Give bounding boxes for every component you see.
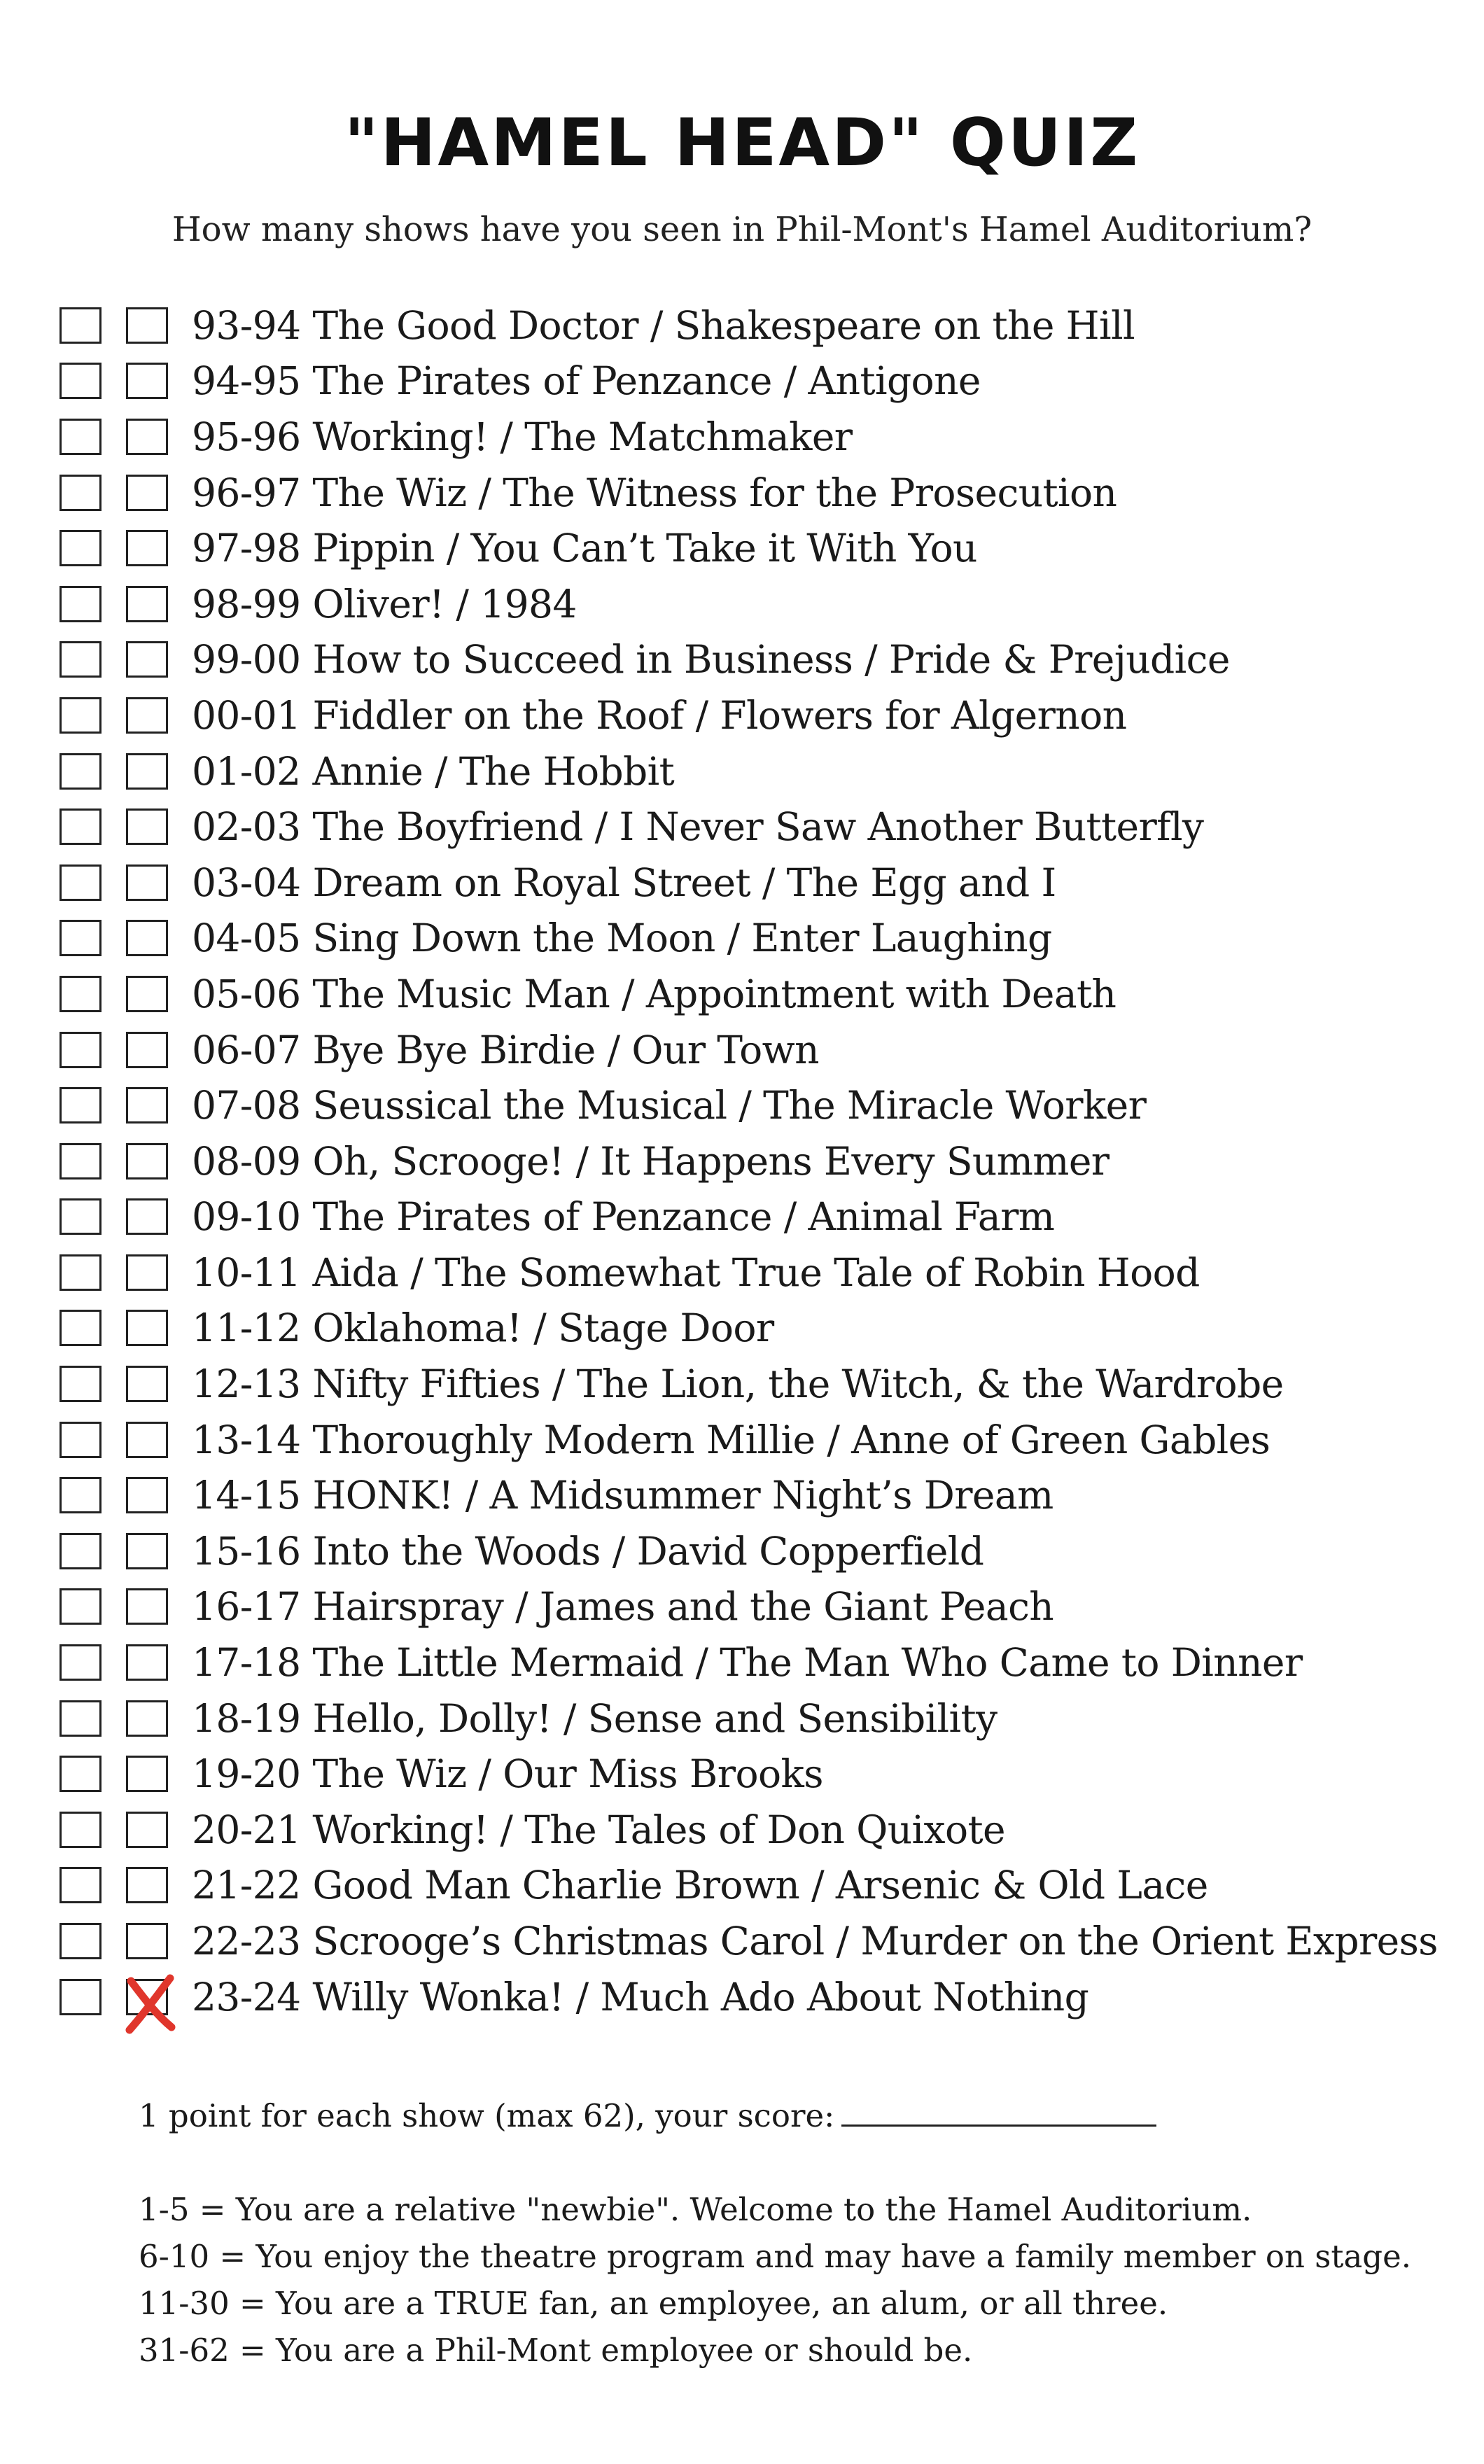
page-title: "HAMEL HEAD" QUIZ [344, 105, 1140, 181]
checkbox-first-show[interactable] [59, 1087, 102, 1124]
checkbox-first-show[interactable] [59, 697, 102, 734]
show-label: 03-04 Dream on Royal Street / The Egg and I [192, 860, 1056, 905]
checkbox-first-show[interactable] [59, 1477, 102, 1513]
checkbox-second-show[interactable] [126, 1477, 168, 1513]
show-row [59, 1356, 1474, 1412]
show-row [59, 1802, 1474, 1858]
checkbox-second-show[interactable] [126, 697, 168, 734]
checkbox-second-show[interactable] [126, 1923, 168, 1959]
x-mark-icon [121, 1971, 181, 2034]
checkbox-first-show[interactable] [59, 307, 102, 344]
show-label: 96-97 The Wiz / The Witness for the Prosecution [192, 470, 1117, 515]
checkbox-second-show[interactable] [126, 1588, 168, 1625]
show-row [59, 1634, 1474, 1690]
show-label: 13-14 Thoroughly Modern Millie / Anne of Green Gables [192, 1417, 1270, 1462]
checkbox-first-show[interactable] [59, 1812, 102, 1848]
checkbox-first-show[interactable] [59, 1310, 102, 1346]
checkbox-first-show[interactable] [59, 1198, 102, 1235]
show-label: 09-10 The Pirates of Penzance / Animal Farm [192, 1194, 1055, 1240]
show-label: 01-02 Annie / The Hobbit [192, 748, 675, 794]
score-prompt: 1 point for each show (max 62), your score: [139, 2097, 835, 2134]
checkbox-first-show[interactable] [59, 1143, 102, 1180]
show-row [59, 743, 1474, 799]
show-label: 05-06 The Music Man / Appointment with Death [192, 971, 1116, 1016]
show-row [59, 1579, 1474, 1635]
show-label: 08-09 Oh, Scrooge! / It Happens Every Summer [192, 1138, 1110, 1184]
checkbox-second-show[interactable] [126, 864, 168, 901]
show-row [59, 465, 1474, 521]
checkbox-second-show[interactable] [126, 475, 168, 511]
show-row [59, 354, 1474, 410]
show-label: 14-15 HONK! / A Midsummer Night’s Dream [192, 1473, 1054, 1518]
show-row [59, 409, 1474, 465]
scoring-legend-3: 11-30 = You are a TRUE fan, an employee, an alum, or all three. [139, 2285, 1168, 2322]
checkbox-second-show[interactable] [126, 1533, 168, 1569]
checkbox-second-show[interactable] [126, 530, 168, 566]
checkbox-first-show[interactable] [59, 920, 102, 956]
quiz-question: How many shows have you seen in Phil-Mont's Hamel Auditorium? [172, 210, 1312, 249]
show-label: 22-23 Scrooge’s Christmas Carol / Murder on the Orient Express [192, 1919, 1438, 1964]
checkbox-first-show[interactable] [59, 1032, 102, 1068]
show-row [59, 1133, 1474, 1189]
checkbox-first-show[interactable] [59, 1756, 102, 1792]
checkbox-second-show[interactable] [126, 1198, 168, 1235]
checkbox-second-show[interactable] [126, 1979, 168, 2015]
checkbox-second-show[interactable] [126, 1644, 168, 1681]
checkbox-second-show[interactable] [126, 1143, 168, 1180]
show-row [59, 1746, 1474, 1802]
show-row [59, 1858, 1474, 1914]
checkbox-first-show[interactable] [59, 1254, 102, 1291]
show-label: 99-00 How to Succeed in Business / Pride & Prejudice [192, 637, 1230, 682]
checkbox-first-show[interactable] [59, 976, 102, 1012]
show-row [59, 911, 1474, 967]
checkbox-second-show[interactable] [126, 1310, 168, 1346]
checkbox-second-show[interactable] [126, 1756, 168, 1792]
checkbox-second-show[interactable] [126, 920, 168, 956]
show-label: 19-20 The Wiz / Our Miss Brooks [192, 1751, 823, 1797]
show-row [59, 687, 1474, 743]
checkbox-first-show[interactable] [59, 363, 102, 399]
checkbox-second-show[interactable] [126, 976, 168, 1012]
checkbox-first-show[interactable] [59, 1979, 102, 2015]
checkbox-second-show[interactable] [126, 641, 168, 678]
show-label: 02-03 The Boyfriend / I Never Saw Another Butterfly [192, 804, 1204, 850]
checkbox-first-show[interactable] [59, 419, 102, 455]
checkbox-first-show[interactable] [59, 1644, 102, 1681]
show-label: 10-11 Aida / The Somewhat True Tale of Robin Hood [192, 1250, 1200, 1295]
show-row [59, 1969, 1474, 2025]
show-row [59, 1467, 1474, 1523]
checkbox-first-show[interactable] [59, 1588, 102, 1625]
show-row [59, 576, 1474, 632]
checkbox-second-show[interactable] [126, 586, 168, 622]
show-label: 15-16 Into the Woods / David Copperfield [192, 1528, 984, 1574]
show-row [59, 1189, 1474, 1245]
scoring-legend-1: 1-5 = You are a relative "newbie". Welcome to the Hamel Auditorium. [139, 2191, 1252, 2228]
show-label: 98-99 Oliver! / 1984 [192, 581, 577, 626]
checkbox-first-show[interactable] [59, 864, 102, 901]
show-row [59, 799, 1474, 855]
checkbox-second-show[interactable] [126, 753, 168, 790]
show-label: 21-22 Good Man Charlie Brown / Arsenic & Old Lace [192, 1863, 1208, 1908]
checkbox-first-show[interactable] [59, 530, 102, 566]
show-label: 11-12 Oklahoma! / Stage Door [192, 1306, 774, 1351]
show-label: 07-08 Seussical the Musical / The Miracle Worker [192, 1083, 1147, 1128]
show-row [59, 520, 1474, 576]
checkbox-first-show[interactable] [59, 1422, 102, 1458]
checkbox-first-show[interactable] [59, 1867, 102, 1903]
show-label: 04-05 Sing Down the Moon / Enter Laughing [192, 916, 1052, 961]
checkbox-first-show[interactable] [59, 1700, 102, 1737]
checkbox-second-show[interactable] [126, 1087, 168, 1124]
checkbox-second-show[interactable] [126, 363, 168, 399]
checkbox-first-show[interactable] [59, 1366, 102, 1402]
show-label: 18-19 Hello, Dolly! / Sense and Sensibility [192, 1695, 997, 1741]
checkbox-second-show[interactable] [126, 1422, 168, 1458]
show-row [59, 966, 1474, 1022]
score-line-row [139, 2096, 1156, 2134]
show-label: 16-17 Hairspray / James and the Giant Peach [192, 1584, 1054, 1630]
show-row [59, 855, 1474, 911]
checkbox-first-show[interactable] [59, 753, 102, 790]
checkbox-first-show[interactable] [59, 586, 102, 622]
show-label: 00-01 Fiddler on the Roof / Flowers for Algernon [192, 692, 1127, 738]
show-label: 94-95 The Pirates of Penzance / Antigone [192, 358, 981, 404]
scoring-legend-4: 31-62 = You are a Phil-Mont employee or should be. [139, 2332, 973, 2369]
show-label: 97-98 Pippin / You Can’t Take it With You [192, 526, 977, 571]
checkbox-second-show[interactable] [126, 1700, 168, 1737]
checkbox-first-show[interactable] [59, 808, 102, 845]
checkbox-first-show[interactable] [59, 475, 102, 511]
show-row [59, 1301, 1474, 1357]
scoring-legend-2: 6-10 = You enjoy the theatre program and may have a family member on stage. [139, 2238, 1412, 2275]
checkbox-second-show[interactable] [126, 307, 168, 344]
score-blank-field[interactable] [841, 2096, 1156, 2127]
show-label: 17-18 The Little Mermaid / The Man Who Came to Dinner [192, 1640, 1303, 1686]
checkbox-second-show[interactable] [126, 1254, 168, 1291]
show-label: 95-96 Working! / The Matchmaker [192, 414, 853, 459]
show-row [59, 632, 1474, 688]
show-row [59, 1245, 1474, 1301]
show-row [59, 1690, 1474, 1746]
show-label: 06-07 Bye Bye Birdie / Our Town [192, 1027, 819, 1072]
checkbox-second-show[interactable] [126, 808, 168, 845]
show-row [59, 1077, 1474, 1133]
show-row [59, 1022, 1474, 1078]
checkbox-second-show[interactable] [126, 1032, 168, 1068]
show-row [59, 1913, 1474, 1969]
checkbox-second-show[interactable] [126, 419, 168, 455]
show-row [59, 298, 1474, 354]
checkbox-second-show[interactable] [126, 1366, 168, 1402]
show-checklist [59, 298, 1474, 2024]
show-row [59, 1523, 1474, 1579]
show-label: 20-21 Working! / The Tales of Don Quixote [192, 1807, 1005, 1852]
show-row [59, 1412, 1474, 1468]
checkbox-first-show[interactable] [59, 1923, 102, 1959]
show-label: 12-13 Nifty Fifties / The Lion, the Witch, & the Wardrobe [192, 1362, 1284, 1407]
show-label: 23-24 Willy Wonka! / Much Ado About Nothing [192, 1974, 1089, 2019]
checkbox-first-show[interactable] [59, 641, 102, 678]
checkbox-second-show[interactable] [126, 1867, 168, 1903]
show-label: 93-94 The Good Doctor / Shakespeare on the Hill [192, 302, 1135, 348]
checkbox-first-show[interactable] [59, 1533, 102, 1569]
checkbox-second-show[interactable] [126, 1812, 168, 1848]
